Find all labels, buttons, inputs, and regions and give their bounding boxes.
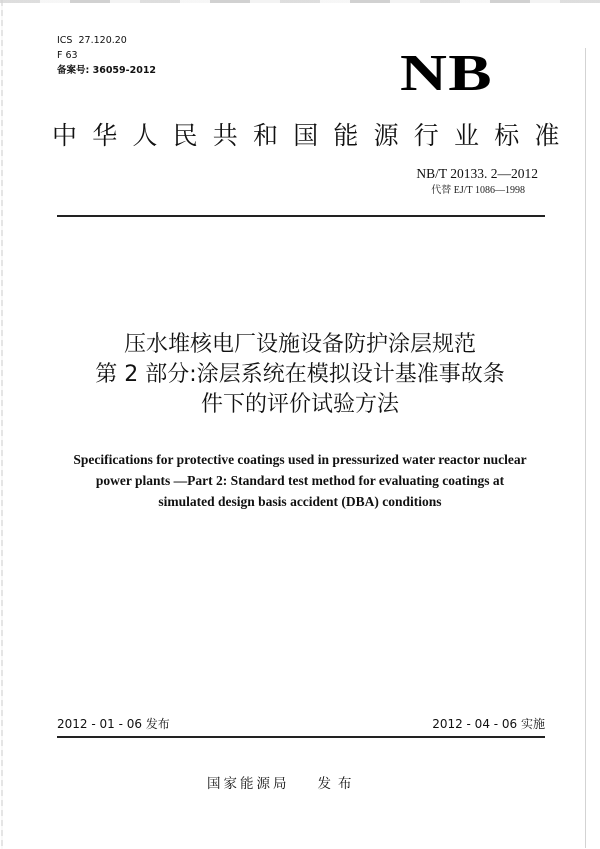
issue-date: 2012 - 01 - 06 发布 [57, 717, 170, 731]
ccs-code: F 63 [57, 50, 78, 61]
chinese-title [0, 330, 600, 420]
english-title-line: simulated design basis accident (DBA) conditions [158, 494, 442, 509]
classification-block [57, 33, 156, 78]
scan-artifact-right [585, 48, 586, 848]
english-title-line: Specifications for protective coatings used in pressurized water reactor nuclear [73, 452, 527, 467]
chinese-title-line: 件下的评价试验方法 [200, 392, 399, 417]
publisher-action: 发布 [317, 776, 359, 792]
nb-logo: NB [400, 45, 493, 102]
dates-row [57, 716, 545, 734]
scan-artifact-top [0, 0, 600, 3]
standard-number: NB/T 20133. 2—2012 [416, 166, 538, 181]
standard-category-title: 中华人民共和国能源行业标准 [52, 121, 575, 150]
english-title-line: power plants —Part 2: Standard test method for evaluating coatings at [95, 473, 505, 488]
implementation-date: 2012 - 04 - 06 实施 [432, 717, 545, 731]
header-divider [57, 215, 545, 217]
chinese-title-line: 压水堆核电厂设施设备防护涂层规范 [123, 332, 476, 357]
filing-number: 备案号: 36059-2012 [57, 65, 157, 76]
scan-artifact-left [1, 0, 3, 849]
replaces-standard: 代替 EJ/T 1086—1998 [431, 185, 525, 196]
ics-code: ICS 27.120.20 [57, 35, 127, 46]
publisher-organization: 国家能源局 [207, 776, 290, 792]
publisher-line [207, 775, 359, 793]
footer-divider [57, 736, 545, 738]
english-title [0, 449, 600, 512]
chinese-title-line: 第 2 部分:涂层系统在模拟设计基准事故条 [95, 362, 505, 387]
